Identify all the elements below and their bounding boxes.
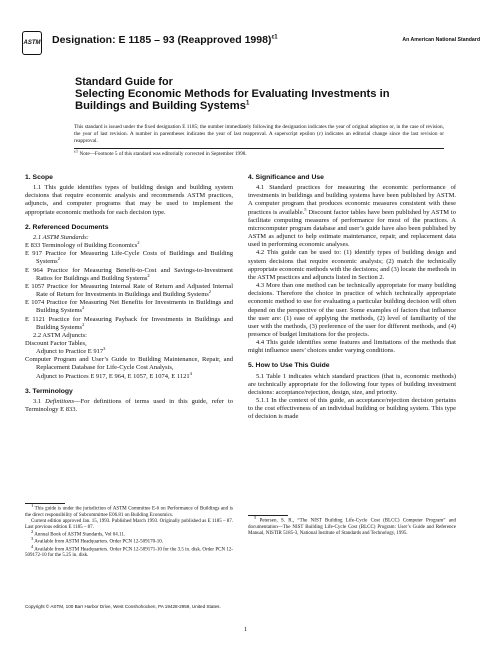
- paragraph: 2.2 ASTM Adjuncts:: [33, 331, 87, 339]
- reference-item: E 833 Terminology of Building Economics$^2$: [25, 239, 140, 250]
- footnote: Current edition approved Jan. 15, 1993. Published March 1993. Originally published as E 1185 – 87. Last previous edition E 1185 – 87.: [25, 519, 233, 531]
- paragraph: 4.3 More than one method can be technically appropriate for many building decisions. Therefore the choice in practice of which technically appropriate economic method to use for evaluating a particular building decision will often depend on the perspective of the user. Some examples of factors that influence the user are: (1) ease of applying the methods, (2) level of familiarity of the user with the methods, (3) preference of the user for different methods, and (4) presence of budget limitations for the projects.: [248, 282, 456, 338]
- copyright-notice: Copyright © ASTM, 100 Barr Harbor Drive, West Conshohocken, PA 19428-2959, United States.: [25, 604, 221, 609]
- section-heading: 4. Significance and Use: [248, 174, 324, 181]
- reference-item: E 964 Practice for Measuring Benefit-to-Cost and Savings-to-Investment Ratios for Buildings and Building Systems$^2$: [25, 266, 233, 282]
- astm-logo: ASTM: [22, 31, 42, 55]
- paragraph: 2.1 ASTM Standards:: [33, 233, 89, 241]
- title-line-3: Buildings and Building Systems$^1$: [75, 100, 250, 113]
- footnote-right: [248, 515, 456, 537]
- publisher-label: An American National Standard: [402, 37, 480, 43]
- paragraph: 5.1 Table 1 indicates which standard practices (that is, economic methods) are technically appropriate for the following four types of building investment decisions: acceptance/rejection, design, size, and priority.: [248, 372, 456, 396]
- reference-item: E 1057 Practice for Measuring Internal Rate of Return and Adjusted Internal Rate of Return for Investments in Buildings and Building Systems$^2$: [25, 282, 233, 299]
- footnote: $^2$ Annual Book of ASTM Standards, Vol 04.11.: [31, 529, 126, 538]
- paragraph: 4.4 This guide identifies some features and limitations of the methods that might influence users’ choices under varying conditions.: [248, 339, 456, 355]
- adjunct-item: Discount Factor Tables,: [25, 339, 87, 347]
- footnote: $^5$ Petersen, S. R., “The NIST Building Life-Cycle Cost (BLCC) Computer Program” and documentation—The NIST Building Life-Cycle Cost (BLCC) Program: User’s Guide and Reference Manual, NISTIR 5185-3, National Institute of Standards and Technology, 1995.: [248, 515, 456, 536]
- page-number: 1: [244, 626, 248, 633]
- section-heading: 1. Scope: [25, 174, 53, 181]
- footnote: $^1$ This guide is under the jurisdiction of ASTM Committee E-6 on Performance of Buildings and is the direct responsibility of Subcommittee E06.81 on Building Economics.: [25, 503, 233, 518]
- paragraph: 3.1 Definitions—For definitions of terms used in this guide, refer to Terminology E 833.: [25, 397, 234, 414]
- divider: [74, 148, 444, 149]
- reference-item: E 917 Practice for Measuring Life-Cycle Costs of Buildings and Building Systems$^2$: [25, 250, 233, 266]
- paragraph: 5.1.1 In the context of this guide, an acceptance/rejection decision pertains to the cost effectiveness of an individual building or building system. This type of decision is made: [248, 397, 456, 421]
- designation: Designation: E 1185 – 93 (Reapproved 1998)$^{\varepsilon 1}$: [52, 34, 278, 46]
- left-column: [25, 170, 233, 414]
- reference-item: E 1074 Practice for Measuring Net Benefits for Investments in Buildings and Building Systems$^2$: [25, 299, 233, 315]
- adjunct-item: Adjunct to Practice E $917^3$: [36, 345, 106, 356]
- issuance-note: This standard is issued under the fixed designation E 1185; the number immediately following the designation indicates the year of original adoption or, in the case of revision, the year of last revision. A number in parentheses indicates the year of last reapproval. A superscript epsilon (ε) indicates an editorial change since the last revision or reapproval.: [74, 124, 444, 145]
- section-heading: 2. Referenced Documents: [25, 223, 109, 231]
- paragraph: 4.1 Standard practices for measuring the economic performance of investments in buildings and building systems have been published by ASTM. A computer program that produces economic measures consistent with these practices is available.$^5$ Discount factor tables have been published by ASTM to facilitate computing measures of performance for most of the practices. A microcomputer program database and user’s guide have also been published by ASTM as adjunct to help estimate maintenance, repair, and replacement data used in performing economic analyses.: [248, 184, 456, 249]
- title-line-2: Selecting Economic Methods for Evaluating Investments in: [75, 88, 390, 100]
- paragraph: 1.1 This guide identifies types of building design and building system decisions that require economic analysis and recommends ASTM practices, adjuncts, and computer programs that may be used to implement the appropriate economic methods for each decision type.: [25, 184, 233, 216]
- section-heading: 3. Terminology: [25, 387, 73, 395]
- title-block: [75, 76, 445, 113]
- paragraph: 4.2 This guide can be used to: (1) identify types of building design and system decisions that require economic analysis; (2) match the technically appropriate economic methods with the decisions; and (3) locate the methods in the ASTM practices and adjuncts listed in Section 2.: [248, 249, 456, 281]
- adjunct-item: Adjunct to Practices E 917, E 964, E 1057, E 1074, E 1121$^4$: [36, 370, 192, 380]
- adjunct-item: Computer Program and User’s Guide to Building Maintenance, Repair, and Replacement Database for Life-Cycle Cost Analysis,: [25, 356, 233, 372]
- title-line-1: Standard Guide for: [75, 76, 173, 88]
- reference-item: E 1121 Practice for Measuring Payback for Investments in Buildings and Building Systems$^2$: [25, 315, 233, 331]
- epsilon-note: $^{\varepsilon 1}$ Note—Footnote 5 of this standard was editorially corrected in September 1998.: [74, 148, 247, 157]
- footnote: $^3$ Available from ASTM Headquarters. Order PCN 12-509170-10.: [31, 536, 163, 545]
- right-column: [248, 170, 456, 422]
- footnotes-left: [25, 503, 233, 560]
- footnote: $^4$ Available from ASTM Headquarters. Order PCN 12-509171-10 for the 3.5 in. disk. Order PCN 12-509172-10 for the 5.25 in. disk.: [25, 543, 233, 559]
- section-heading: 5. How to Use This Guide: [248, 362, 330, 370]
